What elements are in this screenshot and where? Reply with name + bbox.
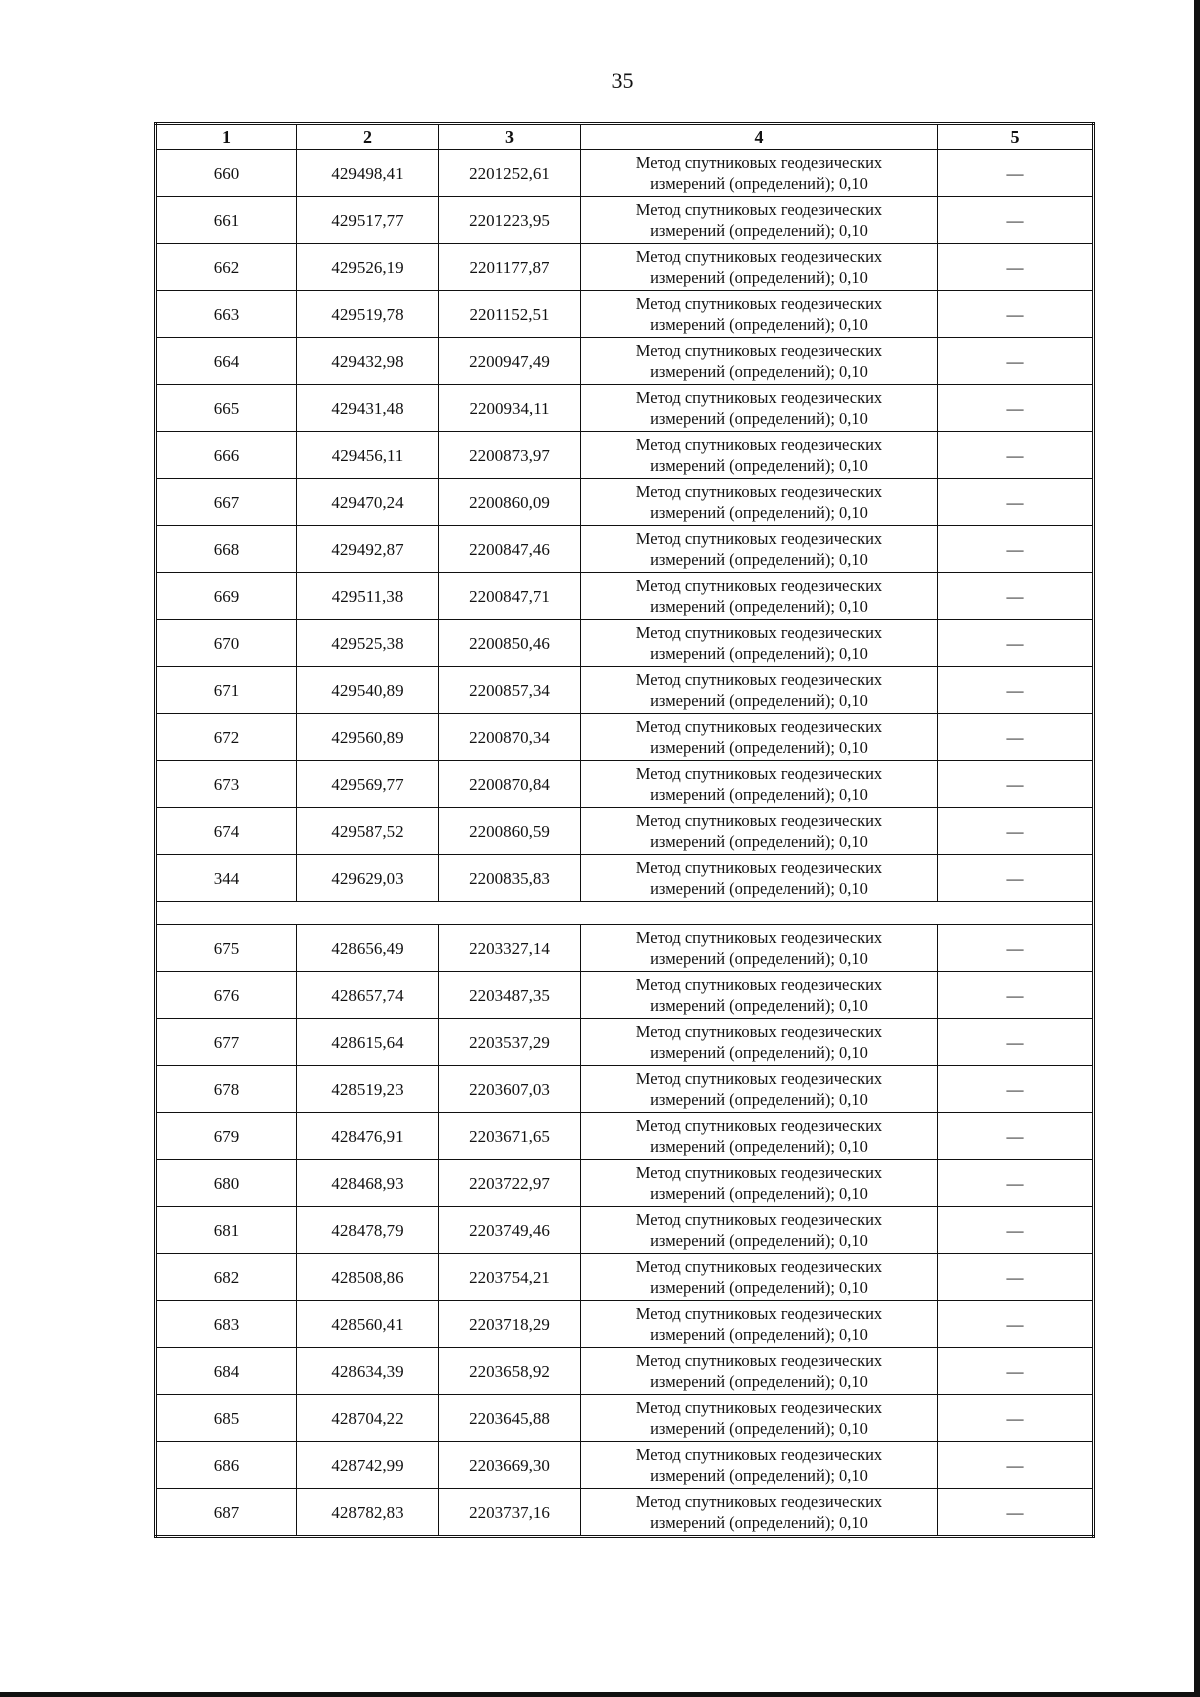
point-number-cell: 665 <box>156 385 297 432</box>
point-number-cell: 676 <box>156 972 297 1019</box>
method-line-1: Метод спутниковых геодезических <box>635 928 883 947</box>
table-body <box>156 150 1094 1537</box>
method-line-2: измерений (определений); 0,10 <box>650 550 868 569</box>
x-coordinate-cell: 429511,38 <box>297 573 439 620</box>
point-number-cell: 344 <box>156 855 297 902</box>
table-row <box>156 385 1094 432</box>
method-line-2: измерений (определений); 0,10 <box>650 221 868 240</box>
table-row <box>156 620 1094 667</box>
method-cell <box>581 761 938 808</box>
x-coordinate-cell: 428468,93 <box>297 1160 439 1207</box>
y-coordinate-cell: 2203669,30 <box>439 1442 581 1489</box>
table-row <box>156 714 1094 761</box>
method-cell <box>581 1019 938 1066</box>
note-cell: — <box>938 1395 1094 1442</box>
point-number-cell: 682 <box>156 1254 297 1301</box>
method-line-1: Метод спутниковых геодезических <box>635 435 883 454</box>
table-row <box>156 1207 1094 1254</box>
y-coordinate-cell: 2203327,14 <box>439 925 581 972</box>
method-line-2: измерений (определений); 0,10 <box>650 785 868 804</box>
note-cell: — <box>938 1019 1094 1066</box>
method-line-1: Метод спутниковых геодезических <box>635 717 883 736</box>
point-number-cell: 667 <box>156 479 297 526</box>
point-number-cell: 666 <box>156 432 297 479</box>
method-line-2: измерений (определений); 0,10 <box>650 315 868 334</box>
x-coordinate-cell: 428782,83 <box>297 1489 439 1537</box>
table-row <box>156 1019 1094 1066</box>
point-number-cell: 679 <box>156 1113 297 1160</box>
y-coordinate-cell: 2203671,65 <box>439 1113 581 1160</box>
column-header-5: 5 <box>938 124 1094 150</box>
point-number-cell: 678 <box>156 1066 297 1113</box>
note-cell: — <box>938 1160 1094 1207</box>
method-cell <box>581 1066 938 1113</box>
note-cell: — <box>938 244 1094 291</box>
method-line-2: измерений (определений); 0,10 <box>650 268 868 287</box>
point-number-cell: 675 <box>156 925 297 972</box>
point-number-cell: 661 <box>156 197 297 244</box>
table-row <box>156 338 1094 385</box>
x-coordinate-cell: 428634,39 <box>297 1348 439 1395</box>
method-line-1: Метод спутниковых геодезических <box>635 1022 883 1041</box>
y-coordinate-cell: 2203718,29 <box>439 1301 581 1348</box>
scan-border-right <box>1194 0 1200 1697</box>
method-line-1: Метод спутниковых геодезических <box>635 1116 883 1135</box>
method-line-2: измерений (определений); 0,10 <box>650 456 868 475</box>
method-line-1: Метод спутниковых геодезических <box>635 294 883 313</box>
note-cell: — <box>938 808 1094 855</box>
table-row <box>156 1301 1094 1348</box>
method-line-2: измерений (определений); 0,10 <box>650 1513 868 1532</box>
note-cell: — <box>938 1066 1094 1113</box>
table-row <box>156 1442 1094 1489</box>
y-coordinate-cell: 2201252,61 <box>439 150 581 197</box>
method-cell <box>581 338 938 385</box>
method-line-1: Метод спутниковых геодезических <box>635 623 883 642</box>
point-number-cell: 680 <box>156 1160 297 1207</box>
table-row <box>156 197 1094 244</box>
table-row <box>156 1395 1094 1442</box>
y-coordinate-cell: 2200857,34 <box>439 667 581 714</box>
point-number-cell: 660 <box>156 150 297 197</box>
y-coordinate-cell: 2203487,35 <box>439 972 581 1019</box>
method-line-2: измерений (определений); 0,10 <box>650 1137 868 1156</box>
note-cell: — <box>938 1113 1094 1160</box>
note-cell: — <box>938 338 1094 385</box>
x-coordinate-cell: 429569,77 <box>297 761 439 808</box>
method-line-2: измерений (определений); 0,10 <box>650 1466 868 1485</box>
y-coordinate-cell: 2200870,84 <box>439 761 581 808</box>
y-coordinate-cell: 2200847,71 <box>439 573 581 620</box>
method-line-2: измерений (определений); 0,10 <box>650 1184 868 1203</box>
y-coordinate-cell: 2200847,46 <box>439 526 581 573</box>
method-cell <box>581 432 938 479</box>
note-cell: — <box>938 291 1094 338</box>
table-row <box>156 1489 1094 1537</box>
page-number: 35 <box>611 68 634 93</box>
method-line-1: Метод спутниковых геодезических <box>635 341 883 360</box>
group-separator-cell <box>156 902 1094 925</box>
method-cell <box>581 667 938 714</box>
note-cell: — <box>938 573 1094 620</box>
table-row <box>156 972 1094 1019</box>
x-coordinate-cell: 429629,03 <box>297 855 439 902</box>
method-line-2: измерений (определений); 0,10 <box>650 1090 868 1109</box>
method-line-1: Метод спутниковых геодезических <box>635 811 883 830</box>
x-coordinate-cell: 429540,89 <box>297 667 439 714</box>
table-row <box>156 761 1094 808</box>
x-coordinate-cell: 428615,64 <box>297 1019 439 1066</box>
y-coordinate-cell: 2200860,09 <box>439 479 581 526</box>
method-line-2: измерений (определений); 0,10 <box>650 409 868 428</box>
point-number-cell: 685 <box>156 1395 297 1442</box>
x-coordinate-cell: 428519,23 <box>297 1066 439 1113</box>
note-cell: — <box>938 197 1094 244</box>
x-coordinate-cell: 429526,19 <box>297 244 439 291</box>
point-number-cell: 686 <box>156 1442 297 1489</box>
note-cell: — <box>938 972 1094 1019</box>
table-row <box>156 1254 1094 1301</box>
method-cell <box>581 385 938 432</box>
column-header-3: 3 <box>439 124 581 150</box>
note-cell: — <box>938 1489 1094 1537</box>
method-cell <box>581 1489 938 1537</box>
method-line-1: Метод спутниковых геодезических <box>635 388 883 407</box>
method-cell <box>581 1395 938 1442</box>
note-cell: — <box>938 667 1094 714</box>
method-cell <box>581 620 938 667</box>
point-number-cell: 672 <box>156 714 297 761</box>
table-row <box>156 1348 1094 1395</box>
point-number-cell: 681 <box>156 1207 297 1254</box>
point-number-cell: 677 <box>156 1019 297 1066</box>
table-row <box>156 573 1094 620</box>
method-cell <box>581 925 938 972</box>
point-number-cell: 671 <box>156 667 297 714</box>
x-coordinate-cell: 429525,38 <box>297 620 439 667</box>
column-header-1: 1 <box>156 124 297 150</box>
x-coordinate-cell: 429456,11 <box>297 432 439 479</box>
column-header-2: 2 <box>297 124 439 150</box>
note-cell: — <box>938 479 1094 526</box>
method-line-1: Метод спутниковых геодезических <box>635 1257 883 1276</box>
method-line-1: Метод спутниковых геодезических <box>635 1492 883 1511</box>
table-row <box>156 291 1094 338</box>
y-coordinate-cell: 2203607,03 <box>439 1066 581 1113</box>
method-cell <box>581 573 938 620</box>
method-cell <box>581 1160 938 1207</box>
x-coordinate-cell: 428560,41 <box>297 1301 439 1348</box>
method-cell <box>581 291 938 338</box>
column-header-4: 4 <box>581 124 938 150</box>
method-cell <box>581 244 938 291</box>
method-line-2: измерений (определений); 0,10 <box>650 362 868 381</box>
method-line-2: измерений (определений); 0,10 <box>650 996 868 1015</box>
table-row <box>156 667 1094 714</box>
method-cell <box>581 808 938 855</box>
point-number-cell: 664 <box>156 338 297 385</box>
method-line-2: измерений (определений); 0,10 <box>650 597 868 616</box>
group-separator-row <box>156 902 1094 925</box>
method-cell <box>581 197 938 244</box>
table-row <box>156 479 1094 526</box>
method-line-2: измерений (определений); 0,10 <box>650 832 868 851</box>
method-cell <box>581 1254 938 1301</box>
x-coordinate-cell: 429560,89 <box>297 714 439 761</box>
x-coordinate-cell: 428742,99 <box>297 1442 439 1489</box>
x-coordinate-cell: 429432,98 <box>297 338 439 385</box>
table-row <box>156 1160 1094 1207</box>
method-cell <box>581 714 938 761</box>
method-line-1: Метод спутниковых геодезических <box>635 1351 883 1370</box>
method-cell <box>581 972 938 1019</box>
y-coordinate-cell: 2200873,97 <box>439 432 581 479</box>
method-line-1: Метод спутниковых геодезических <box>635 482 883 501</box>
x-coordinate-cell: 429519,78 <box>297 291 439 338</box>
method-cell <box>581 526 938 573</box>
method-line-2: измерений (определений); 0,10 <box>650 1231 868 1250</box>
header-row <box>156 124 1094 150</box>
point-number-cell: 663 <box>156 291 297 338</box>
y-coordinate-cell: 2200870,34 <box>439 714 581 761</box>
note-cell: — <box>938 1442 1094 1489</box>
method-line-2: измерений (определений); 0,10 <box>650 503 868 522</box>
y-coordinate-cell: 2200835,83 <box>439 855 581 902</box>
point-number-cell: 687 <box>156 1489 297 1537</box>
method-line-1: Метод спутниковых геодезических <box>635 1398 883 1417</box>
x-coordinate-cell: 429498,41 <box>297 150 439 197</box>
method-line-2: измерений (определений); 0,10 <box>650 949 868 968</box>
y-coordinate-cell: 2200850,46 <box>439 620 581 667</box>
point-number-cell: 673 <box>156 761 297 808</box>
table-row <box>156 808 1094 855</box>
method-line-1: Метод спутниковых геодезических <box>635 1304 883 1323</box>
method-cell <box>581 1207 938 1254</box>
point-number-cell: 662 <box>156 244 297 291</box>
method-line-1: Метод спутниковых геодезических <box>635 247 883 266</box>
method-line-1: Метод спутниковых геодезических <box>635 858 883 877</box>
method-line-1: Метод спутниковых геодезических <box>635 670 883 689</box>
note-cell: — <box>938 1301 1094 1348</box>
y-coordinate-cell: 2200947,49 <box>439 338 581 385</box>
method-cell <box>581 479 938 526</box>
scan-border-bottom <box>0 1692 1200 1697</box>
y-coordinate-cell: 2203658,92 <box>439 1348 581 1395</box>
point-number-cell: 674 <box>156 808 297 855</box>
method-cell <box>581 1348 938 1395</box>
method-line-2: измерений (определений); 0,10 <box>650 1043 868 1062</box>
note-cell: — <box>938 620 1094 667</box>
method-line-1: Метод спутниковых геодезических <box>635 1163 883 1182</box>
coordinates-table <box>154 122 1095 1538</box>
note-cell: — <box>938 1254 1094 1301</box>
x-coordinate-cell: 429587,52 <box>297 808 439 855</box>
method-cell <box>581 150 938 197</box>
method-line-1: Метод спутниковых геодезических <box>635 975 883 994</box>
method-line-1: Метод спутниковых геодезических <box>635 153 883 172</box>
note-cell: — <box>938 1348 1094 1395</box>
y-coordinate-cell: 2201177,87 <box>439 244 581 291</box>
method-line-2: измерений (определений); 0,10 <box>650 174 868 193</box>
method-line-2: измерений (определений); 0,10 <box>650 738 868 757</box>
point-number-cell: 669 <box>156 573 297 620</box>
table-row <box>156 925 1094 972</box>
method-cell <box>581 855 938 902</box>
method-cell <box>581 1442 938 1489</box>
x-coordinate-cell: 428478,79 <box>297 1207 439 1254</box>
x-coordinate-cell: 429431,48 <box>297 385 439 432</box>
x-coordinate-cell: 428656,49 <box>297 925 439 972</box>
x-coordinate-cell: 428704,22 <box>297 1395 439 1442</box>
method-line-2: измерений (определений); 0,10 <box>650 1325 868 1344</box>
method-line-1: Метод спутниковых геодезических <box>635 200 883 219</box>
y-coordinate-cell: 2203749,46 <box>439 1207 581 1254</box>
method-line-2: измерений (определений); 0,10 <box>650 1278 868 1297</box>
y-coordinate-cell: 2203645,88 <box>439 1395 581 1442</box>
method-line-1: Метод спутниковых геодезических <box>635 576 883 595</box>
x-coordinate-cell: 429492,87 <box>297 526 439 573</box>
table-row <box>156 150 1094 197</box>
y-coordinate-cell: 2200860,59 <box>439 808 581 855</box>
method-line-2: измерений (определений); 0,10 <box>650 1419 868 1438</box>
x-coordinate-cell: 429470,24 <box>297 479 439 526</box>
point-number-cell: 684 <box>156 1348 297 1395</box>
method-line-2: измерений (определений); 0,10 <box>650 1372 868 1391</box>
note-cell: — <box>938 432 1094 479</box>
x-coordinate-cell: 428508,86 <box>297 1254 439 1301</box>
y-coordinate-cell: 2203722,97 <box>439 1160 581 1207</box>
method-line-1: Метод спутниковых геодезических <box>635 1210 883 1229</box>
method-line-1: Метод спутниковых геодезических <box>635 764 883 783</box>
point-number-cell: 683 <box>156 1301 297 1348</box>
x-coordinate-cell: 428657,74 <box>297 972 439 1019</box>
y-coordinate-cell: 2201223,95 <box>439 197 581 244</box>
method-cell <box>581 1301 938 1348</box>
method-cell <box>581 1113 938 1160</box>
y-coordinate-cell: 2203754,21 <box>439 1254 581 1301</box>
table-row <box>156 244 1094 291</box>
method-line-2: измерений (определений); 0,10 <box>650 691 868 710</box>
note-cell: — <box>938 150 1094 197</box>
method-line-1: Метод спутниковых геодезических <box>635 529 883 548</box>
table-row <box>156 1066 1094 1113</box>
x-coordinate-cell: 429517,77 <box>297 197 439 244</box>
table-row <box>156 855 1094 902</box>
method-line-2: измерений (определений); 0,10 <box>650 644 868 663</box>
table-row <box>156 432 1094 479</box>
table-row <box>156 1113 1094 1160</box>
x-coordinate-cell: 428476,91 <box>297 1113 439 1160</box>
y-coordinate-cell: 2200934,11 <box>439 385 581 432</box>
y-coordinate-cell: 2201152,51 <box>439 291 581 338</box>
point-number-cell: 670 <box>156 620 297 667</box>
method-line-1: Метод спутниковых геодезических <box>635 1069 883 1088</box>
note-cell: — <box>938 925 1094 972</box>
y-coordinate-cell: 2203537,29 <box>439 1019 581 1066</box>
y-coordinate-cell: 2203737,16 <box>439 1489 581 1537</box>
note-cell: — <box>938 714 1094 761</box>
method-line-1: Метод спутниковых геодезических <box>635 1445 883 1464</box>
method-line-2: измерений (определений); 0,10 <box>650 879 868 898</box>
note-cell: — <box>938 1207 1094 1254</box>
note-cell: — <box>938 385 1094 432</box>
note-cell: — <box>938 526 1094 573</box>
point-number-cell: 668 <box>156 526 297 573</box>
note-cell: — <box>938 855 1094 902</box>
table-row <box>156 526 1094 573</box>
note-cell: — <box>938 761 1094 808</box>
